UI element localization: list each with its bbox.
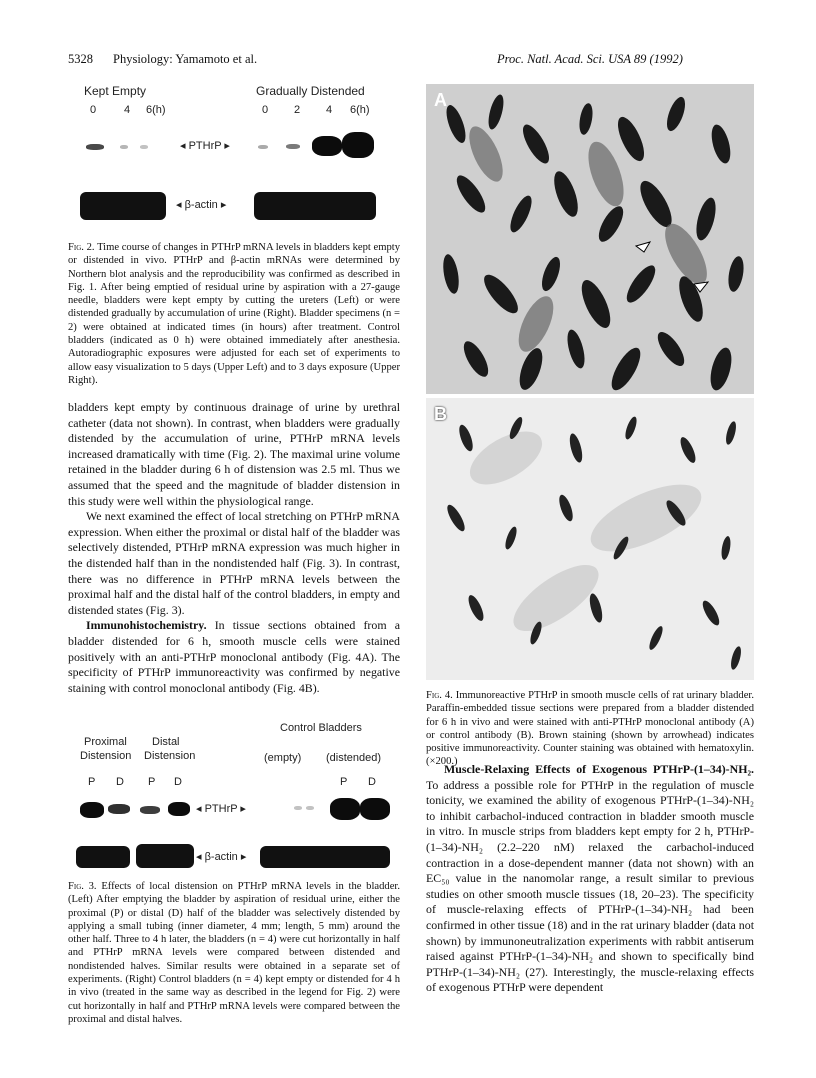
fig3-pthrp-band <box>294 806 302 810</box>
fig3-pthrp-band <box>140 806 160 814</box>
fig2-probe-pthrp: ◂ PTHrP ▸ <box>180 140 230 152</box>
figure-3-caption <box>68 880 400 1026</box>
fig4-caption-text: Immunoreactive PTHrP in smooth muscle cells of rat urinary bladder. Paraffin-embedded tissue sections were prepared from a bladder distended for 6 h in vivo and were stained with anti-PTHrP monoclonal antibody (A) or control antibody (B). Brown staining (shown by arrowhead) indicates positive immunoreactivity. Counter staining was obtained with hematoxylin. (×200.) <box>426 690 754 768</box>
fig2-caption-text: Time course of changes in PTHrP mRNA levels in bladders kept empty or distended in vivo. PTHrP and β-actin mRNAs were determined by Northern blot analysis and the reproducibility was confirmed as described in Fig. 1. After being emptied of residual urine by aspiration with a 27-gauge needle, bladders were kept empty by cutting the ureters (Left) or were distended gradually by accumulation of urine (Right). Bladder specimens (n = 2) were obtained at indicated times (in hours) after treatment. Control bladders (indicated as 0 h) were obtained immediately after anesthesia. Autoradiographic exposures were adjusted for each set of experiments to allow easy visualization to 5 days (Upper Left) and to 3 days exposure (Upper Right). <box>68 242 400 386</box>
fig2-pthrp-band <box>286 144 300 149</box>
fig2-caption-lead: Fig. 2. <box>68 242 95 253</box>
fig3-group-label: Proximal <box>84 736 127 748</box>
fig2-group-distended: Gradually Distended <box>256 84 365 98</box>
fig2-time-label: 6(h) <box>350 104 370 116</box>
fig2-pthrp-band <box>342 132 374 158</box>
fig2-group-kept-empty: Kept Empty <box>84 84 147 98</box>
fig2-time-label: 2 <box>294 104 301 116</box>
fig3-group-label: Distension <box>144 750 196 762</box>
fig3-actin-band <box>136 844 194 868</box>
paragraph: To address a possible role for PTHrP in the regulation of muscle tonicity, we examined the ability of exogenous PTHrP-(1–34)-NH₂ to inhibit carbachol-induced contraction in bladder smooth muscle in vitro. In muscle strips from bladders kept empty for 2 h, PTHrP-(1–34)-NH₂ (2.2–220 nM) relaxed the carbachol-induced contraction in a dose-dependent manner (data not shown) with an EC₅₀ value in the nanomolar range, a result similar to previous studies on other smooth muscle tissues (18, 20–23). The specificity of muscle-relaxing effects of PTHrP-(1–34)-NH₂ had been confirmed in other tissue (18) and in the rat urinary bladder (data not shown) by immunoneutralization experiments with rabbit antiserum raised against PTHrP-(1–34)-NH₂ and shown to specifically bind PTHrP-(1–34)-NH₂ (27). Interestingly, the muscle-relaxing effects of exogenous PTHrP were dependent <box>426 777 754 995</box>
fig3-pthrp-band <box>330 798 360 820</box>
panel-label-a: A <box>434 90 447 110</box>
figure-4b-micrograph <box>426 398 754 680</box>
fig2-time-label: 4 <box>326 104 333 116</box>
fig3-group-label: Distal <box>152 736 180 748</box>
fig3-pthrp-band <box>306 806 314 810</box>
fig3-probe-actin: ◂ β-actin ▸ <box>196 851 247 863</box>
figure-2-caption <box>68 241 400 387</box>
micrograph-a-texture <box>426 84 754 394</box>
fig3-group-label: Control Bladders <box>280 722 362 734</box>
figure-4a-micrograph <box>426 84 754 394</box>
fig2-actin-band <box>254 192 376 220</box>
fig3-caption-text: Effects of local distension on PTHrP mRNA levels in the bladder. (Left) After emptying the bladder by aspiration of residual urine, either the proximal (P) or distal (D) half of the bladder was selectively distended by applying a small tubing (inner diameter, 4 mm; length, 5 mm) around the other half. Three to 4 h later, the bladders (n = 4) were cut horizontally in half and PTHrP mRNA levels were compared between distended and nondistended halves. Similar results were obtained in a separate set of experiments. (Right) Control bladders (n = 4) kept empty or distended for 4 h in vivo (treated in the same way as described in the legend for Fig. 2) were cut horizontally in half and PTHrP mRNA levels were compared between the proximal and distal halves. <box>68 881 400 1025</box>
fig2-pthrp-band <box>312 136 342 156</box>
fig2-time-label: 6(h) <box>146 104 166 116</box>
fig3-actin-band <box>260 846 390 868</box>
fig3-lane-label: P <box>148 776 156 788</box>
right-column-text <box>426 762 754 996</box>
fig3-sub-label: (empty) <box>264 752 302 764</box>
fig3-pthrp-band <box>108 804 130 814</box>
fig2-actin-band <box>80 192 166 220</box>
fig2-time-label: 4 <box>124 104 131 116</box>
section-heading: Immunohistochemistry. <box>86 618 207 633</box>
fig3-lane-label: P <box>88 776 96 788</box>
paragraph: We next examined the effect of local stretching on PTHrP mRNA expression. When either the proximal or distal half of the bladder was selectively distended, PTHrP mRNA expression was much higher in the distended half than in the nondistended half (Fig. 3). In contrast, there was no difference in PTHrP mRNA levels between the proximal half and the distal half of the control bladders, in empty and distended states (Fig. 3). <box>68 509 400 617</box>
fig3-pthrp-band <box>168 802 190 816</box>
paragraph: In tissue sections obtained from a bladder distended for 6 h, smooth muscle cells were stained positively with an anti-PTHrP monoclonal antibody (Fig. 4A). The specificity of PTHrP immunoreactivity was confirmed by negative staining with control monoclonal antibody (Fig. 4B). <box>68 618 400 695</box>
fig3-lane-label: D <box>174 776 182 788</box>
fig2-time-label: 0 <box>262 104 269 116</box>
fig3-lane-label: P <box>340 776 348 788</box>
fig3-probe-pthrp: ◂ PTHrP ▸ <box>196 803 246 815</box>
fig2-pthrp-band <box>86 144 104 150</box>
running-title: Physiology: Yamamoto et al. <box>113 52 258 66</box>
fig2-pthrp-band <box>120 145 128 149</box>
fig4-caption-lead: Fig. 4. <box>426 690 453 701</box>
fig2-probe-actin: ◂ β-actin ▸ <box>176 199 227 211</box>
fig3-pthrp-band <box>360 798 390 820</box>
page-number: 5328 <box>68 52 93 66</box>
fig2-pthrp-band <box>258 145 268 149</box>
section-heading: Muscle-Relaxing Effects of Exogenous PTHrP-(1–34)-NH₂. <box>444 762 754 776</box>
paragraph: bladders kept empty by continuous drainage of urine by urethral catheter (data not shown). In contrast, when bladders were gradually distended by the accumulation of urine, PTHrP mRNA levels increased dramatically with time (Fig. 2). The maximal urine volume retained in the bladder during 6 h of distension was 2.5 ml. Thus we assumed that the speed and the magnitude of bladder distension in this study were well within the physiological range. <box>68 400 400 508</box>
fig3-lane-label: D <box>116 776 124 788</box>
figure-3-blot <box>72 722 402 874</box>
journal-citation: Proc. Natl. Acad. Sci. USA 89 (1992) <box>497 52 683 66</box>
micrograph-b-texture <box>426 398 754 680</box>
panel-label-b: B <box>434 404 447 424</box>
left-column-text <box>68 400 400 696</box>
fig3-caption-lead: Fig. 3. <box>68 881 97 892</box>
fig2-pthrp-band <box>140 145 148 149</box>
fig3-actin-band <box>76 846 130 868</box>
fig3-pthrp-band <box>80 802 104 818</box>
fig3-group-label: Distension <box>80 750 132 762</box>
figure-4-caption <box>426 689 754 769</box>
fig3-sub-label: (distended) <box>326 752 382 764</box>
fig3-lane-label: D <box>368 776 376 788</box>
figure-2-blot <box>80 72 400 232</box>
fig2-time-label: 0 <box>90 104 97 116</box>
